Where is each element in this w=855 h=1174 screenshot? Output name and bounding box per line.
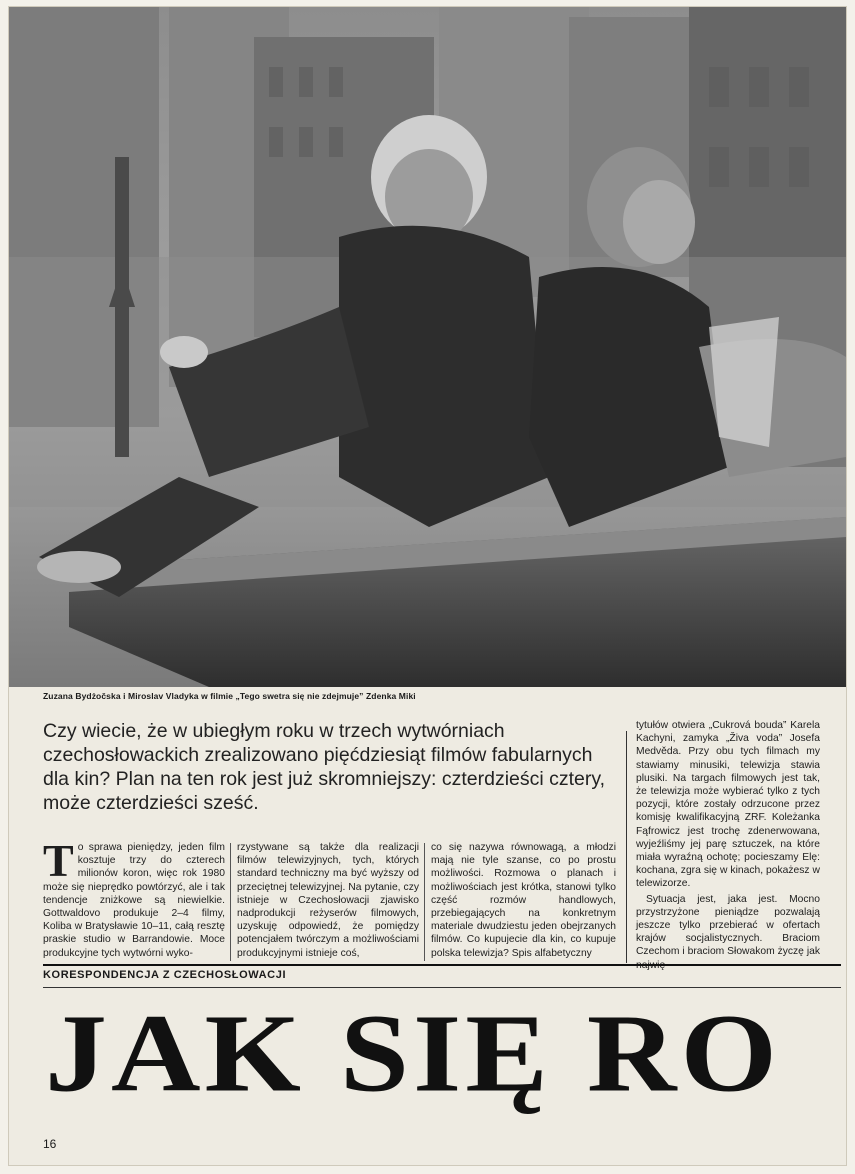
headline-text: JAK SIĘ RO — [45, 997, 781, 1115]
column-divider — [626, 731, 627, 963]
column-divider — [424, 843, 425, 961]
column-4-paragraph-2: Sytuacja jest, jaka jest. Mocno przystrzyżone pieniądze pozwalają jeszcze tylko przebierać w ofertach krajów socjalistycznych. Braciom Czechom i braciom Słowakom życzę jak najwię- — [636, 893, 820, 971]
section-rule-bottom — [43, 987, 841, 988]
headline — [45, 997, 835, 1123]
article-column-3 — [431, 841, 616, 960]
photo-illustration — [9, 7, 846, 687]
article-photo — [9, 7, 846, 687]
photo-caption: Zuzana Bydżočska i Miroslav Vladyka w filmie „Tego swetra się nie zdejmuje” Zdenka Miki — [43, 691, 416, 701]
page-number: 16 — [43, 1137, 57, 1151]
column-4-paragraph-1: tytułów otwiera „Cukrová bouda” Karela Kachyni, zamyka „Živa voda” Josefa Medvěda. Przy obu tych filmach my stawiamy minusiki, telewizja stawia plusiki. Na targach filmowych jest tak, że telewizja może wybierać tylko z tych pozycji, które zostały odrzucone przez komisję kwalifikacyjną ZRF. Koleżanka Fąfrowicz jest trochę zdenerwowana, wyjeźliśmy jej parę sztuczek, na które miała wyraźną ochotę; pocieszamy Elę: kochana, zgra się w kinach, pokażesz w telewizorze. — [636, 720, 820, 890]
article-column-2 — [237, 841, 419, 960]
section-label: KORESPONDENCJA Z CZECHOSŁOWACJI — [43, 969, 287, 981]
column-1-text: o sprawa pieniędzy, jeden film kosztuje trzy do czterech milionów koron, więc rok 1980 może się nieprędko powtórzyć, ale i tak tendencje zniżkowe są niewielkie. Gottwaldovo produkuje 2–4 filmy, Koliba w Bratysławie 10–11, całą resztę praskie studio w Barrandowie. Moce produkcyjne tych wytwórni wyko- — [43, 842, 225, 959]
column-divider — [230, 843, 231, 961]
article-column-1 — [43, 835, 225, 960]
column-2-text: rzystywane są także dla realizacji filmów telewizyjnych, tych, których standard techniczny ma być wyższy od przeciętnej telewizyjnej. Na pytanie, czy istnieje w Czechosłowacji zjawisko nadprodukcji reżyserów filmowych, uzyskuję odpowiedź, że pomiędzy potencjałem twórczym a możliwościami produkcyjnymi istnieje coś, — [237, 842, 419, 959]
article-lead: Czy wiecie, że w ubiegłym roku w trzech wytwórniach czechosłowackich zrealizowano pięćdziesiąt filmów fabularnych dla kin? Plan na ten rok jest już skromniejszy: czterdzieści cztery, może czterdzieści sześć. — [43, 720, 606, 814]
drop-cap: T — [43, 835, 74, 886]
magazine-page — [8, 6, 847, 1166]
column-3-text: co się nazywa równowagą, a młodzi mają nie tyle szanse, co po prostu możliwości. Rozmowa o planach i możliwościach jest krótka, stanowi tylko część rozmów handlowych, przebiegających na konkretnym materiale dwudziestu jeden obejrzanych filmów. Co kupujecie dla kin, co kupuje polska telewizja? Spis alfabetyczny — [431, 842, 616, 959]
section-rule-top — [43, 964, 841, 966]
article-column-4 — [636, 719, 820, 972]
